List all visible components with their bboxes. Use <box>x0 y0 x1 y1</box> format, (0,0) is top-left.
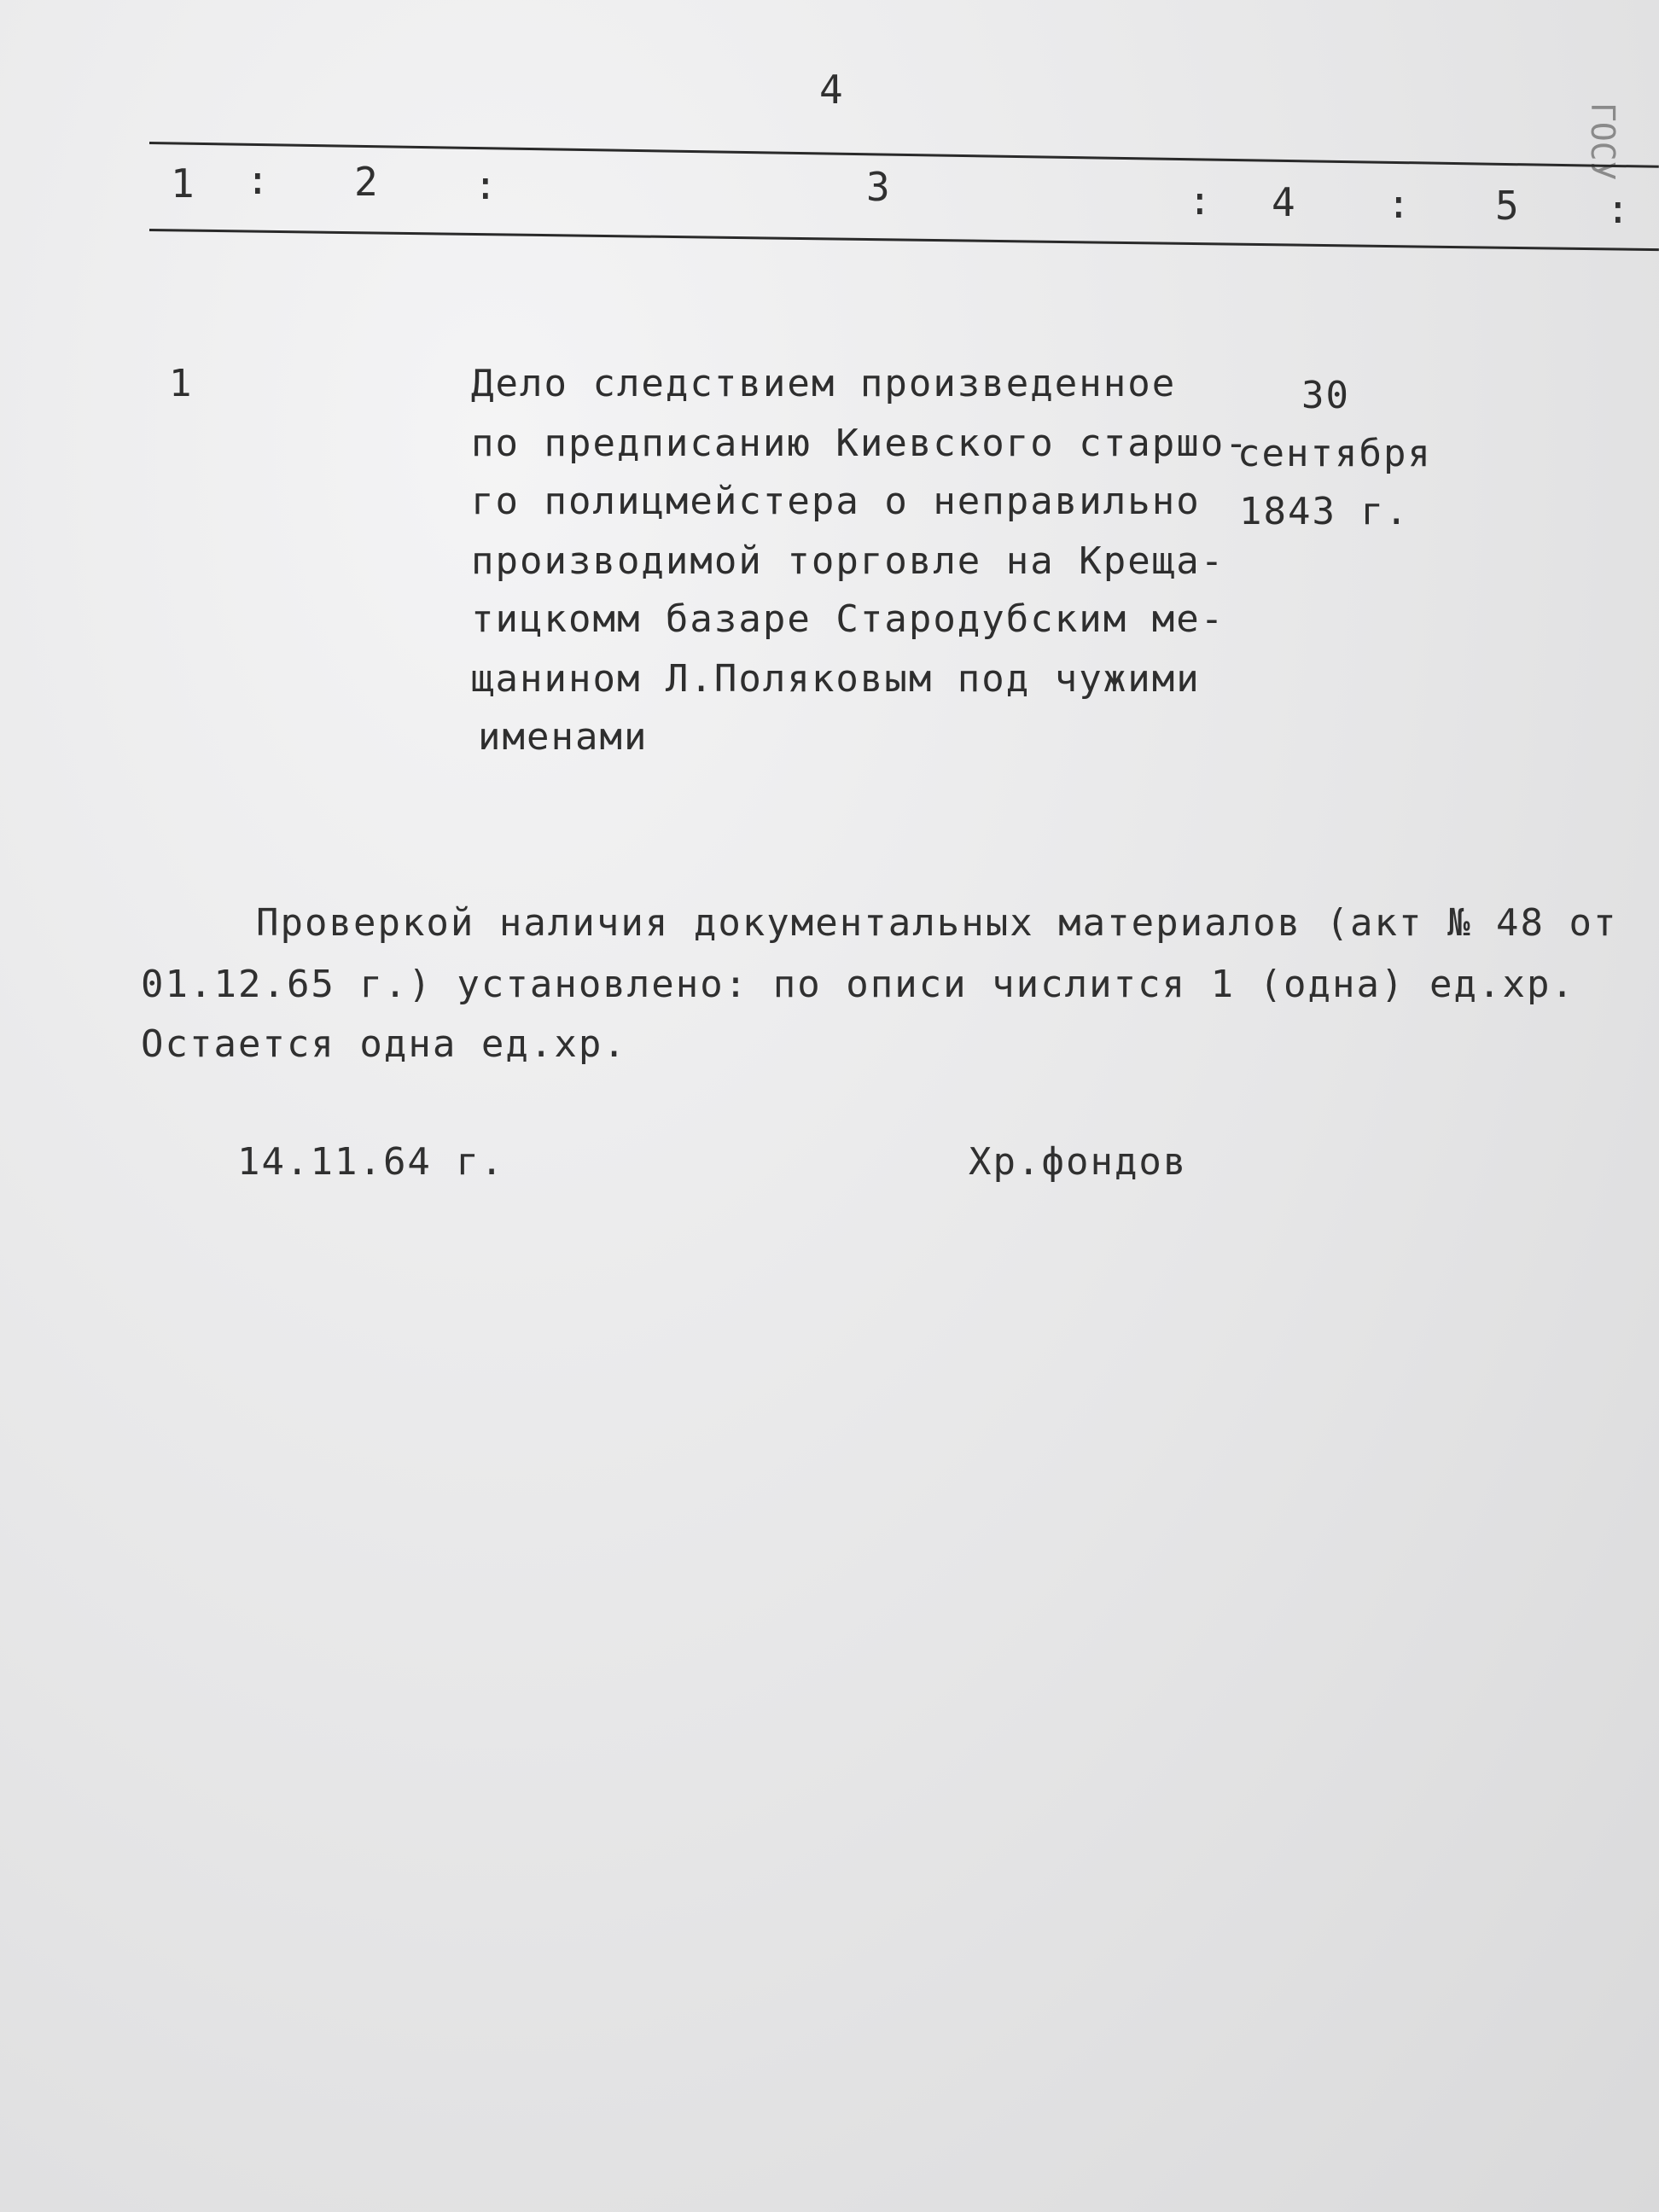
verification-line: 01.12.65 г.) установлено: по описи числится 1 (одна) ед.хр. <box>141 963 1575 1006</box>
edge-stamp-text: ГОСУ <box>1584 102 1621 181</box>
signature-date: 14.11.64 г. <box>237 1140 505 1184</box>
column-header-3: 3 <box>866 164 890 210</box>
column-separator: : <box>1387 181 1411 227</box>
column-separator: : <box>1188 178 1212 224</box>
header-bottom-rule <box>149 229 1659 251</box>
signature-role: Хр.фондов <box>969 1140 1188 1184</box>
entry-title-line: щанином Л.Поляковым под чужими <box>471 657 1201 701</box>
entry-date-month: сентября <box>1237 432 1432 475</box>
column-header-4: 4 <box>1272 179 1295 225</box>
entry-title-line: тицкомм базаре Стародубским ме- <box>471 597 1225 641</box>
entry-title-line: производимой торговле на Креща- <box>471 539 1225 583</box>
column-header-2: 2 <box>354 159 378 205</box>
entry-title-line: го полицмейстера о неправильно <box>471 480 1201 523</box>
verification-line: Проверкой наличия документальных материалов (акт № 48 от <box>256 901 1618 945</box>
entry-number: 1 <box>169 362 194 405</box>
entry-title-line: именами <box>478 715 649 759</box>
verification-line: Остается одна ед.хр. <box>141 1022 627 1066</box>
column-separator: : <box>1606 186 1630 232</box>
page-number: 4 <box>819 67 845 113</box>
entry-title-line: по предписанию Киевского старшо- <box>471 422 1249 465</box>
entry-title-line: Дело следствием произведенное <box>471 362 1177 405</box>
column-separator: : <box>246 157 270 203</box>
column-separator: : <box>474 162 498 208</box>
entry-date-day: 30 <box>1301 374 1350 417</box>
entry-date-year: 1843 г. <box>1239 490 1410 533</box>
column-header-5: 5 <box>1495 183 1519 229</box>
column-header-1: 1 <box>171 160 195 207</box>
